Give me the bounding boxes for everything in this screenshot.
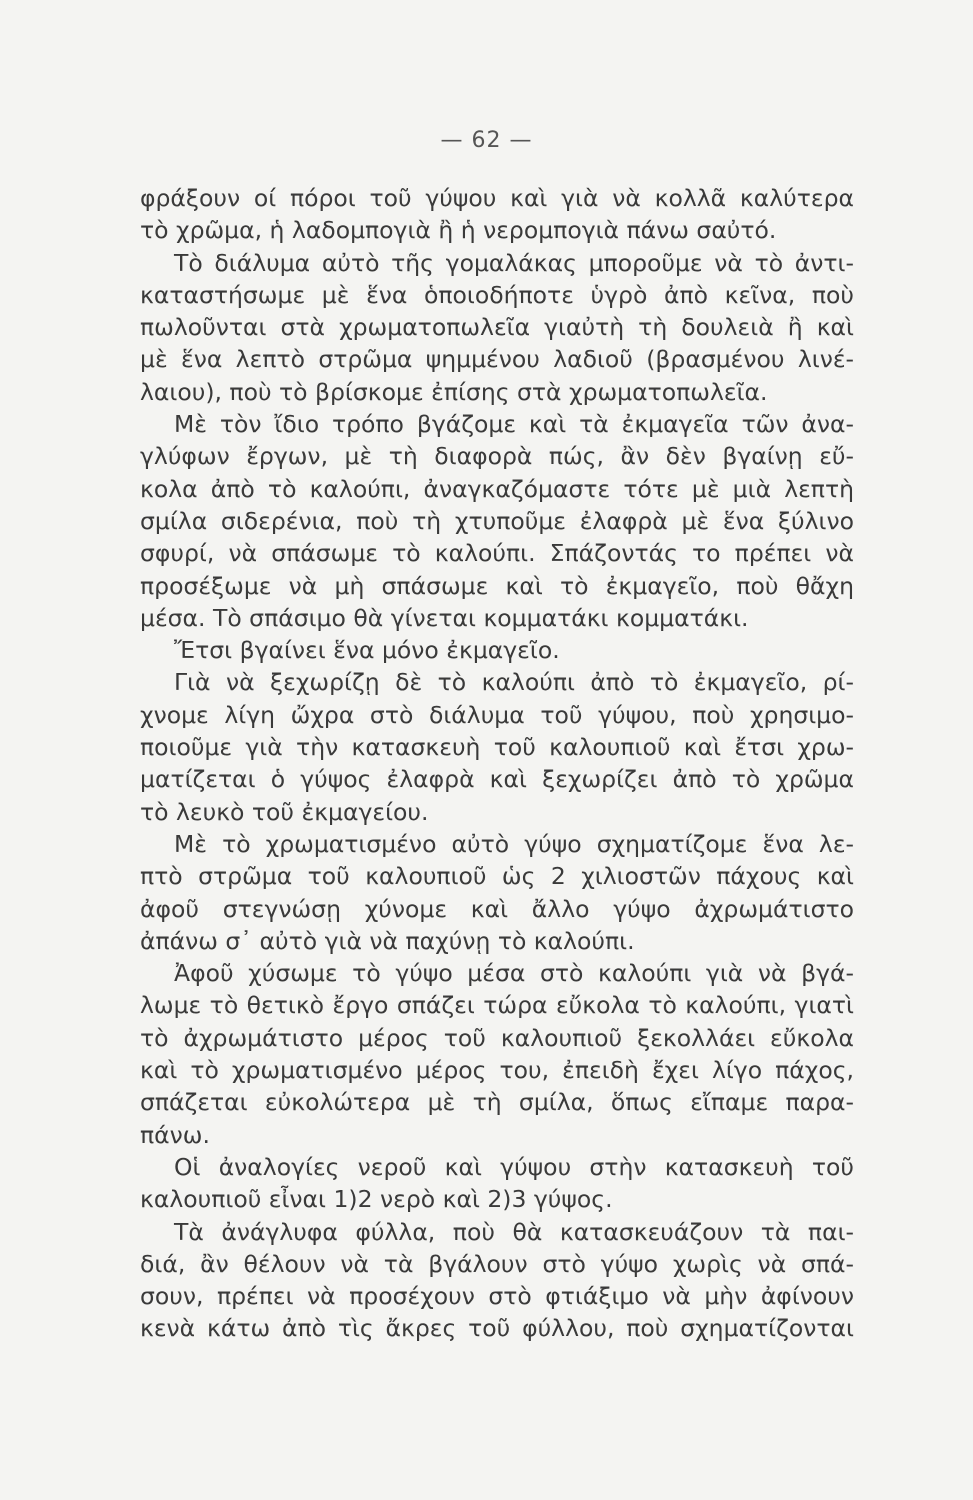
text-line: μέσα. Τὸ σπάσιμο θὰ γίνεται κομματάκι κομματάκι. xyxy=(140,603,749,632)
page-number: — 62 — xyxy=(440,128,533,153)
text-line: Μὲ τὸν ἴδιο τρόπο βγάζομε καὶ τὰ ἐκμαγεῖα τῶν ἀνα- xyxy=(174,410,854,439)
text-line: γλύφων ἔργων, μὲ τὴ διαφορὰ πώς, ἂν δὲν βγαίνῃ εὔ- xyxy=(140,442,854,471)
text-line: σουν, πρέπει νὰ προσέχουν στὸ φτιάξιμο νὰ μὴν ἀφίνουν xyxy=(140,1282,854,1311)
text-line: τὸ ἀχρωμάτιστο μέρος τοῦ καλουπιοῦ ξεκολλάει εὔκολα xyxy=(140,1023,854,1052)
text-line: κενὰ κάτω ἀπὸ τὶς ἄκρες τοῦ φύλλου, ποὺ σχηματίζονται xyxy=(140,1314,854,1343)
text-line: ποιοῦμε γιὰ τὴν κατασκευὴ τοῦ καλουπιοῦ καὶ ἔτσι χρω- xyxy=(140,733,854,762)
text-line: διά, ἂν θέλουν νὰ τὰ βγάλουν στὸ γύψο χωρὶς νὰ σπά- xyxy=(140,1249,854,1278)
text-line: ἀπάνω σ᾿ αὐτὸ γιὰ νὰ παχύνῃ τὸ καλούπι. xyxy=(140,926,635,955)
text-line: λαιου), ποὺ τὸ βρίσκομε ἐπίσης στὰ χρωματοπωλεῖα. xyxy=(140,377,768,406)
text-line: σμίλα σιδερένια, ποὺ τὴ χτυποῦμε ἐλαφρὰ μὲ ἕνα ξύλινο xyxy=(140,506,854,535)
text-line: ἀφοῦ στεγνώσῃ χύνομε καὶ ἄλλο γύψο ἀχρωμάτιστο xyxy=(140,894,854,923)
text-line: καλουπιοῦ εἶναι 1)2 νερὸ καὶ 2)3 γύψος. xyxy=(140,1185,613,1214)
text-line: σφυρί, νὰ σπάσωμε τὸ καλούπι. Σπάζοντάς το πρέπει νὰ xyxy=(140,539,854,568)
text-line: κολα ἀπὸ τὸ καλούπι, ἀναγκαζόμαστε τότε μὲ μιὰ λεπτὴ xyxy=(140,474,854,503)
text-line: Τὰ ἀνάγλυφα φύλλα, ποὺ θὰ κατασκευάζουν τὰ παι- xyxy=(174,1217,854,1246)
text-line: Γιὰ νὰ ξεχωρίζῃ δὲ τὸ καλούπι ἀπὸ τὸ ἐκμαγεῖο, ρί- xyxy=(174,668,854,697)
text-line: τὸ λευκὸ τοῦ ἐκμαγείου. xyxy=(140,797,429,826)
text-line: μὲ ἕνα λεπτὸ στρῶμα ψημμένου λαδιοῦ (βρασμένου λινέ- xyxy=(140,345,854,374)
text-line: καταστήσωμε μὲ ἕνα ὁποιοδήποτε ὑγρὸ ἀπὸ κεῖνα, ποὺ xyxy=(140,280,854,309)
body-text xyxy=(140,182,854,1345)
text-line: ματίζεται ὁ γύψος ἐλαφρὰ καὶ ξεχωρίζει ἀπὸ τὸ χρῶμα xyxy=(140,765,854,794)
text-line: σπάζεται εὐκολώτερα μὲ τὴ σμίλα, ὅπως εἴπαμε παρα- xyxy=(140,1088,854,1117)
text-line: φράξουν οί πόροι τοῦ γύψου καὶ γιὰ νὰ κολλᾶ καλύτερα xyxy=(140,184,854,212)
text-line: προσέξωμε νὰ μὴ σπάσωμε καὶ τὸ ἐκμαγεῖο, ποὺ θἄχη xyxy=(140,571,854,600)
text-line: λωμε τὸ θετικὸ ἔργο σπάζει τώρα εὔκολα τὸ καλούπι, γιατὶ xyxy=(140,991,854,1020)
text-line: Οἱ ἀναλογίες νεροῦ καὶ γύψου στὴν κατασκευὴ τοῦ xyxy=(174,1152,854,1181)
text-line: Τὸ διάλυμα αὐτὸ τῆς γομαλάκας μποροῦμε νὰ τὸ ἀντι- xyxy=(174,248,854,277)
text-line: Ἔτσι βγαίνει ἕνα μόνο ἐκμαγεῖο. xyxy=(174,636,560,665)
text-line: τὸ χρῶμα, ἡ λαδομπογιὰ ἢ ἡ νερομπογιὰ πάνω σαὐτό. xyxy=(140,216,777,245)
text-line: πωλοῦνται στὰ χρωματοπωλεῖα γιαὐτὴ τὴ δουλειὰ ἢ καὶ xyxy=(140,313,854,342)
text-line: καὶ τὸ χρωματισμένο μέρος του, ἐπειδὴ ἔχει λίγο πάχος, xyxy=(140,1056,854,1085)
text-line: Ἀφοῦ χύσωμε τὸ γύψο μέσα στὸ καλούπι γιὰ νὰ βγά- xyxy=(174,959,854,988)
text-line: πάνω. xyxy=(140,1120,210,1149)
text-line: πτὸ στρῶμα τοῦ καλουπιοῦ ὡς 2 χιλιοστῶν πάχους καὶ xyxy=(140,862,854,891)
text-line: χνομε λίγη ὤχρα στὸ διάλυμα τοῦ γύψου, ποὺ χρησιμο- xyxy=(140,700,854,729)
text-line: Μὲ τὸ χρωματισμένο αὐτὸ γύψο σχηματίζομε ἕνα λε- xyxy=(174,829,854,858)
